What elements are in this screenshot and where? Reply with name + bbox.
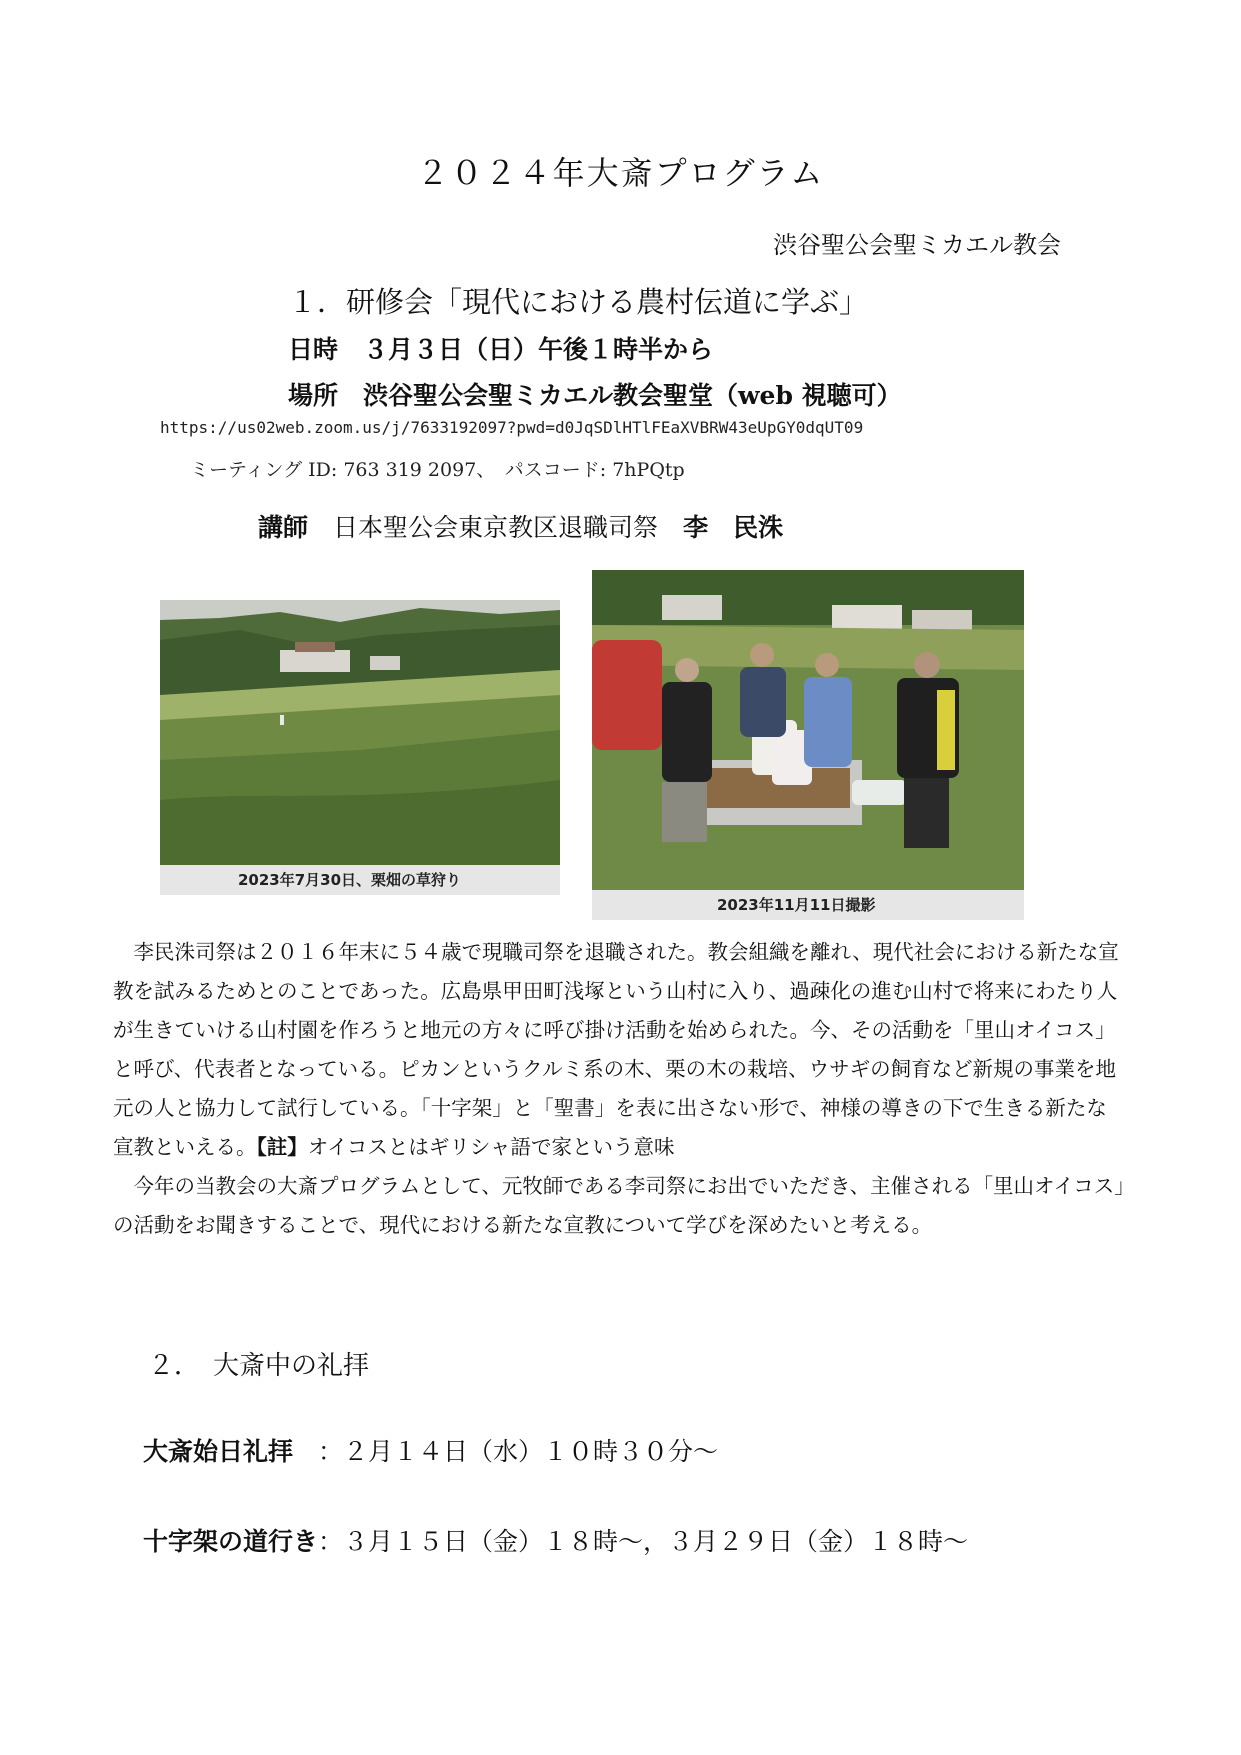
ash-wednesday-label: 大斎始日礼拝 (143, 1437, 294, 1466)
seminar-datetime (288, 330, 713, 366)
page-title: ２０２４年大斎プログラム (416, 154, 825, 192)
photo-group-work (592, 570, 1024, 920)
photo-caption: 2023年11月11日撮影 (592, 890, 1024, 920)
seminar-heading: １．研修会「現代における農村伝道に学ぶ」 (288, 285, 869, 319)
stations-row (143, 1522, 968, 1558)
note-text: オイコスとはギリシャ語で家という意味 (307, 1135, 675, 1159)
organization-name: 渋谷聖公会聖ミカエル教会 (773, 231, 1061, 259)
place-value: 渋谷聖公会聖ミカエル教会聖堂（web 視聴可） (363, 381, 902, 410)
description-paragraph-2: 今年の当教会の大斎プログラムとして、元牧師である李司祭にお出でいただき、主催される「里山オイコス」の活動をお聞きすることで、現代における新たな宣教について学びを深めたいと考える。 (113, 1174, 1125, 1237)
note-label: 【註】 (256, 1135, 308, 1159)
stations-label: 十字架の道行き (143, 1527, 319, 1556)
meeting-info: ミーティング ID: 763 319 2097、 パスコード: 7hPQtp (190, 459, 685, 481)
lecturer (258, 508, 783, 544)
photo-field-mowing (160, 600, 560, 895)
description-paragraph-1: 李民洙司祭は２０１６年末に５４歳で現職司祭を退職された。教会組織を離れ、現代社会における新たな宣教を試みるためとのことであった。広島県甲田町浅塚という山村に入り、過疎化の進む山村で将来にわたり人が生きていける山村園を作ろうと地元の方々に呼び掛け活動を始められた。今、その活動を「里山オイコス」と呼び、代表者となっている。ピカンというクルミ系の木、栗の木の栽培、ウサギの飼育など新規の事業を地元の人と協力して試行している。「十字架」と「聖書」を表に出さない形で、神様の導きの下で生きる新たな宣教といえる。【註】オイコスとはギリシャ語で家という意味 (113, 940, 1119, 1159)
ash-wednesday-row (143, 1432, 718, 1468)
datetime-value: ３月３日（日）午後１時半から (363, 335, 714, 364)
field-landscape-image (160, 600, 560, 865)
lecturer-label: 講師 (258, 513, 309, 542)
lecturer-affiliation: 日本聖公会東京教区退職司祭 (333, 513, 659, 542)
photo-caption: 2023年7月30日、栗畑の草狩り (160, 865, 560, 895)
group-work-image (592, 570, 1024, 890)
seminar-place (288, 376, 902, 412)
description-text (113, 933, 1125, 1245)
zoom-url: https://us02web.zoom.us/j/7633192097?pwd=d0JqSDlHTlFEaXVBRW43eUpGY0dqUT09 (160, 418, 864, 437)
place-label: 場所 (288, 381, 339, 410)
ash-wednesday-value: ：２月１４日（水）１０時３０分～ (318, 1437, 719, 1466)
lecturer-name: 李 民洙 (683, 513, 784, 542)
worship-heading: ２． 大斎中の礼拝 (148, 1351, 370, 1381)
datetime-label: 日時 (288, 335, 339, 364)
stations-value: ：３月１５日（金）１８時～，３月２９日（金）１８時～ (318, 1527, 969, 1556)
